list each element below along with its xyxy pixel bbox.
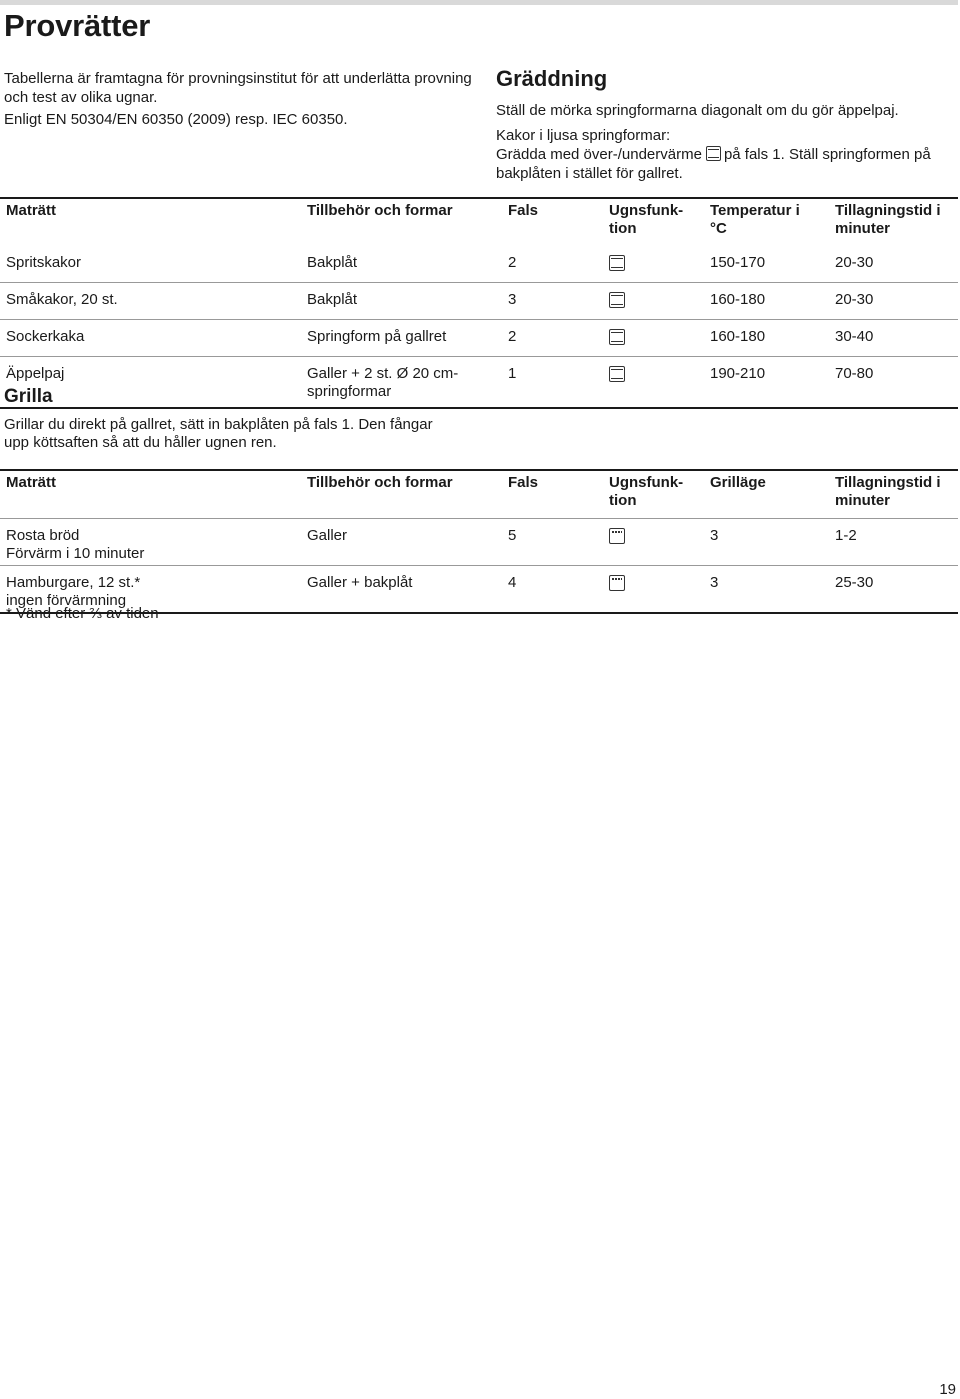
cell-level: 4	[508, 574, 517, 591]
cell-accessory: Galler	[307, 527, 348, 544]
cell-level: 3	[508, 291, 517, 308]
intro-text	[4, 69, 474, 129]
page-title: Provrätter	[4, 8, 151, 43]
baking-paragraph-1: Ställ de mörka springformarna diagonalt om du gör äppelpaj.	[496, 102, 899, 119]
cell-temperature: 150-170	[710, 254, 766, 271]
cell-dish: Äppelpaj	[6, 365, 65, 382]
footnote: * Vänd efter ⅔ av tiden	[6, 605, 159, 622]
table-row	[0, 519, 958, 566]
table-row	[0, 320, 958, 357]
cell-level: 5	[508, 527, 517, 544]
cell-dish: Sockerkaka	[6, 328, 85, 345]
dish-name: Hamburgare, 12 st.*	[6, 574, 141, 591]
table-header-row	[0, 470, 958, 519]
column-header-time: Tillagningstid i minuter	[835, 202, 941, 237]
baking-section	[496, 66, 958, 183]
grilling-paragraph: Grillar du direkt på gallret, sätt in bakplåten på fals 1. Den fångar upp köttsaften så att du håller ugnen ren.	[4, 416, 433, 451]
intro-paragraph-2: Enligt EN 50304/EN 60350 (2009) resp. IEC 60350.	[4, 111, 348, 128]
cell-level: 2	[508, 254, 517, 271]
top-bottom-heat-icon	[609, 292, 625, 308]
cell-grill-setting: 3	[710, 527, 719, 544]
table-header-row	[0, 198, 958, 246]
cell-function	[603, 566, 704, 614]
cell-accessory: Bakplåt	[307, 291, 358, 308]
column-header-function: Ugnsfunk- tion	[609, 474, 684, 509]
cell-time: 20-30	[835, 254, 874, 271]
cell-grill-setting: 3	[710, 574, 719, 591]
cell-level: 1	[508, 365, 517, 382]
cell-function	[603, 357, 704, 409]
baking-paragraph-2-post: på fals 1. Ställ springformen på bakplåten i stället för gallret.	[496, 146, 931, 182]
cell-function	[603, 519, 704, 566]
top-bottom-heat-icon	[706, 146, 721, 161]
grilling-heading: Grilla	[4, 386, 53, 407]
column-header-accessory: Tillbehör och formar	[307, 202, 453, 219]
cell-dish	[0, 519, 301, 566]
top-bottom-heat-icon	[609, 255, 625, 271]
column-header-level: Fals	[508, 202, 539, 219]
cell-temperature: 160-180	[710, 291, 766, 308]
cell-accessory: Galler + 2 st. Ø 20 cm- springformar	[307, 365, 459, 400]
cell-time: 25-30	[835, 574, 874, 591]
cell-time: 30-40	[835, 328, 874, 345]
cell-temperature: 160-180	[710, 328, 766, 345]
column-header-time: Tillagningstid i minuter	[835, 474, 941, 509]
cell-time: 20-30	[835, 291, 874, 308]
dish-note: ingen förvärmning	[6, 592, 127, 609]
cell-time: 1-2	[835, 527, 857, 544]
dish-name: Rosta bröd	[6, 527, 80, 544]
column-header-accessory: Tillbehör och formar	[307, 474, 453, 491]
cell-accessory: Bakplåt	[307, 254, 358, 271]
baking-table	[0, 197, 958, 409]
grilling-section	[4, 386, 444, 452]
cell-dish: Småkakor, 20 st.	[6, 291, 118, 308]
column-header-grill-setting: Grilläge	[710, 474, 766, 491]
top-bottom-heat-icon	[609, 366, 625, 382]
cell-level: 2	[508, 328, 517, 345]
grill-icon	[609, 528, 625, 544]
cell-function	[603, 320, 704, 357]
cell-temperature: 190-210	[710, 365, 766, 382]
cell-time: 70-80	[835, 365, 874, 382]
cell-dish: Spritskakor	[6, 254, 82, 271]
cell-accessory: Galler + bakplåt	[307, 574, 413, 591]
page-number: 19	[939, 1381, 956, 1398]
column-header-dish: Maträtt	[6, 474, 57, 491]
table-row	[0, 246, 958, 283]
top-bottom-heat-icon	[609, 329, 625, 345]
table-row	[0, 283, 958, 320]
top-rule	[0, 0, 958, 5]
column-header-dish: Maträtt	[6, 202, 57, 219]
grill-icon	[609, 575, 625, 591]
baking-heading: Gräddning	[496, 66, 608, 91]
cell-function	[603, 246, 704, 283]
baking-paragraph-2-line1: Kakor i ljusa springformar:	[496, 127, 671, 144]
column-header-level: Fals	[508, 474, 539, 491]
cell-accessory: Springform på gallret	[307, 328, 447, 345]
intro-paragraph-1: Tabellerna är framtagna för provningsinstitut för att underlätta provning och test av olika ugnar.	[4, 70, 472, 106]
column-header-temperature: Temperatur i °C	[710, 202, 800, 237]
cell-function	[603, 283, 704, 320]
dish-note: Förvärm i 10 minuter	[6, 545, 145, 562]
baking-paragraph-2-pre: Grädda med över-/undervärme	[496, 146, 702, 163]
column-header-function: Ugnsfunk- tion	[609, 202, 684, 237]
baking-paragraph-2	[496, 126, 958, 183]
grilling-table	[0, 469, 958, 614]
